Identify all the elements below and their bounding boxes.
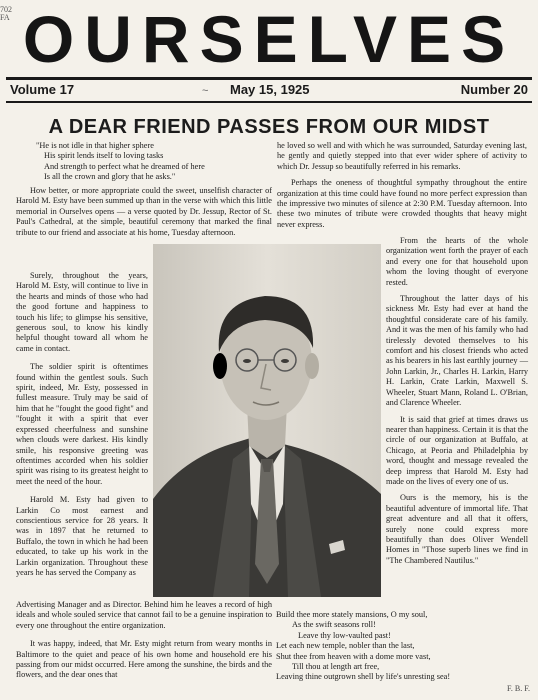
masthead-title: OURSELVES	[22, 2, 516, 76]
paragraph: It was happy, indeed, that Mr. Esty might return from weary months in Baltimore to the quiet and peace of his own home and household ere his passing from our midst occurred. Here among the sunshine, the birds and the flowers, and the dear ones that	[16, 639, 272, 680]
bottom-left-text	[16, 600, 272, 681]
paragraph: Advertising Manager and as Director. Behind him he leaves a record of high ideals and whole souled service that cannot fail to be a genuine inspiration to every one throughout the entire organization.	[16, 600, 272, 630]
right-column	[386, 236, 528, 566]
portrait-illustration	[153, 244, 381, 597]
paragraph: he loved so well and with which he was surrounded, Saturday evening last, he gently and quietly stepped into that ever wider sphere of activity to which Dr. Jessup so beautifully referred in his remarks.	[277, 141, 527, 171]
article-headline: A DEAR FRIEND PASSES FROM OUR MIDST	[48, 116, 490, 138]
verse-line: Leaving thine outgrown shell by life's unresting sea!	[276, 672, 451, 682]
issue-volume: Volume 17	[10, 82, 75, 97]
paragraph: The soldier spirit is oftentimes found within the gentlest souls. Such spirit, indeed, Mr. Esty, possessed in fullest measure. Truly may be said of him that he "fought the good fight" and "fought it with a spirit that ever expressed cheerfulness and sunshine when clouds were darkest. His kindly smile, his responsive greeting was oftentimes accorded when his soldier spirit was rising to its greatest height to meet the need of the hour.	[16, 362, 148, 486]
verse-line: And strength to perfect what he dreamed of here	[44, 161, 205, 171]
pen-mark: ~	[202, 85, 209, 97]
closing-verse	[276, 610, 450, 683]
corner-handwritten-mark: 702 FA	[0, 5, 12, 22]
right-top-column	[277, 141, 527, 230]
paragraph: How better, or more appropriate could the sweet, unselfish character of Harold M. Esty have been summed up than in the verse with which this little memorial in Ourselves opens — a verse quoted by Dr. Jessup, Rector of St. Paul's Cathedral, at the simple, beautiful ceremony that marked the final tribute to our friend and associate at his home, Tuesday afternoon.	[16, 186, 272, 237]
author-signature: F. B. F.	[507, 684, 530, 693]
paragraph: Harold M. Esty had given to Larkin Co most earnest and conscientious service for 28 years. It was in 1897 that he returned to Buffalo, the town in which he had been educated, to take up his work in the Larkin organization. Throughout these years he has served the Company as	[16, 495, 148, 577]
opening-verse	[36, 141, 205, 183]
masthead-rule-bottom	[6, 101, 532, 103]
intro-paragraph	[16, 186, 272, 238]
issue-number: Number 20	[460, 82, 528, 97]
masthead-rule-top	[6, 77, 532, 80]
verse-line: Let each new temple, nobler than the last,	[276, 641, 415, 651]
issue-date: May 15, 1925	[230, 82, 310, 97]
issue-line	[10, 82, 528, 100]
verse-line: Till thou at length art free,	[292, 662, 380, 672]
verse-line: Leave thy low-vaulted past!	[298, 630, 391, 640]
verse-line: His spirit lends itself to loving tasks	[44, 151, 164, 161]
verse-line: Is all the crown and glory that he asks."	[44, 172, 176, 182]
portrait-photo	[153, 244, 381, 597]
paragraph: From the hearts of the whole organization went forth the prayer of each and every one for that household upon whom the loving thought of everyone rested.	[386, 236, 528, 287]
verse-line: Shut thee from heaven with a dome more vast,	[276, 651, 431, 661]
verse-line: As the swift seasons roll!	[292, 620, 376, 630]
paragraph: Perhaps the oneness of thoughtful sympathy throughout the entire organization at this time could have found no more perfect expression than the impressive two minutes of silence at 2:30 P.M. Tuesday afternoon. Into these two minutes of tribute were crowded thoughts that heavy might never express.	[277, 178, 527, 229]
left-column	[16, 271, 148, 578]
paragraph: It is said that grief at times draws us nearer than happiness. Certain it is that the circle of our organization at Buffalo, at Chicago, at Peoria and Philadelphia by word, thought and message revealed the deep impress that Harold M. Esty had made on the lives of every one of us.	[386, 414, 528, 486]
verse-line: "He is not idle in that higher sphere	[36, 141, 154, 150]
paragraph: Throughout the latter days of his sickness Mr. Esty had ever at hand the thoughtful considerate care of his family. And it was the men of his family who had tirelessly devoted themselves to his comfort and his closest friends who acted as his bearers in his last earthly journey — John Larkin, Jr., Charles H. Larkin, Harry H. Larkin, Crate Larkin, Maxwell S. Wheeler, Stuart Mann, Roland L. O'Brian, and Clarence Wheeler.	[386, 294, 528, 408]
verse-line: Build thee more stately mansions, O my soul,	[276, 610, 428, 619]
paragraph: Ours is the memory, his is the beautiful adventure of immortal life. That great adventure and all that it offers, surely none could express more beautifully than does Oliver Wendell Homes in "Those superb lines we find in "The Chambered Nautilus."	[386, 493, 528, 565]
paragraph: Surely, throughout the years, Harold M. Esty, will continue to live in the hearts and minds of those who had the good fortune and happiness to touch his life; to glimpse his sensitive, generous soul, to know his kindly helpful thought toward all whom he came in contact.	[16, 271, 148, 353]
